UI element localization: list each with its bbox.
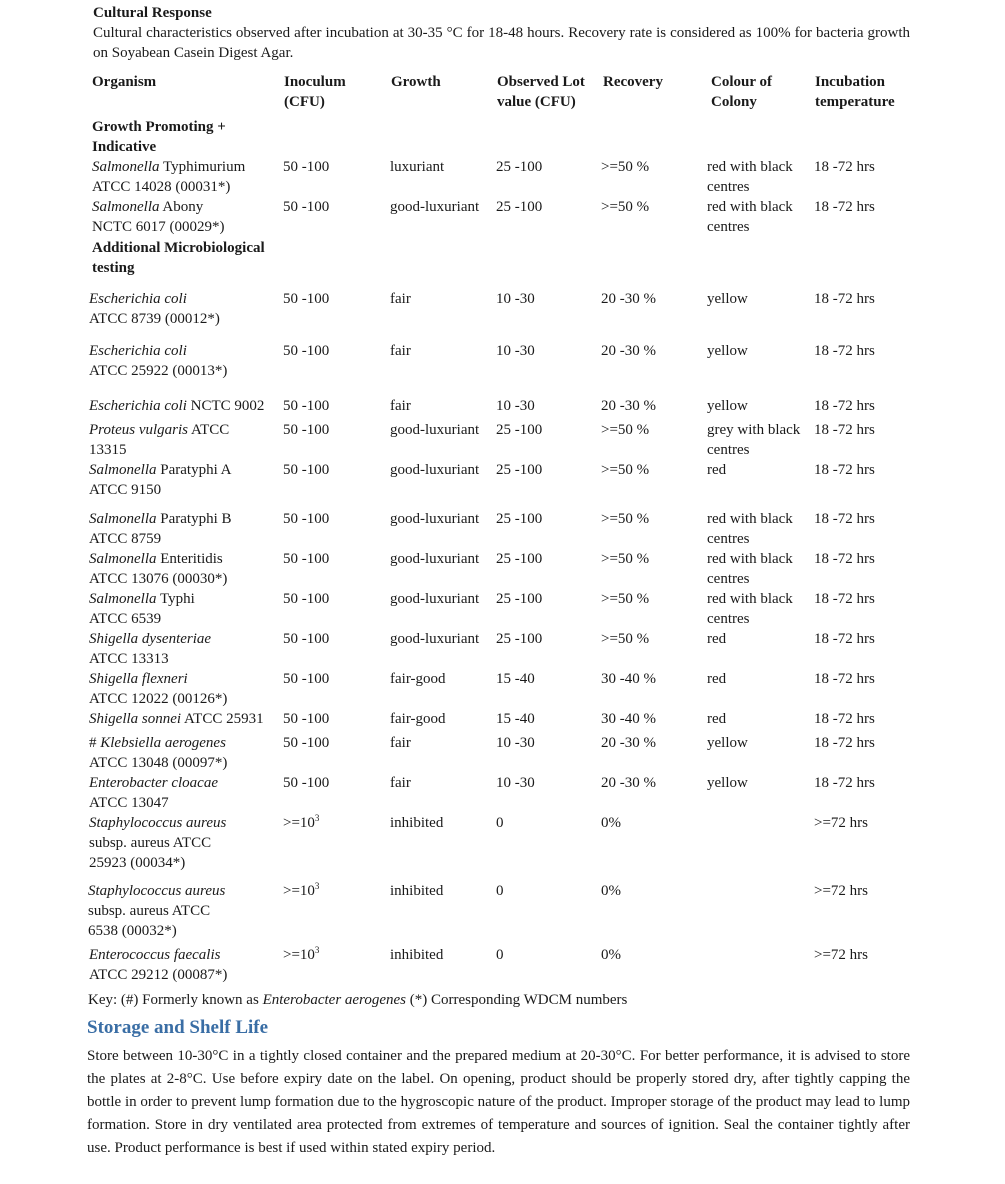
table-row-organism: Shigella flexneri ATCC 12022 (00126*) [89,671,228,707]
table-row-incubation: >=72 hrs [814,947,869,963]
table-row-colour: yellow [707,291,748,307]
table-row-inoculum: 50 -100 [283,343,330,359]
table-row-colour: red with black centres [707,511,793,547]
table-row-incubation: 18 -72 hrs [814,343,875,359]
table-row-incubation: 18 -72 hrs [814,551,875,567]
table-row-observed: 15 -40 [496,711,535,727]
table-row-observed: 25 -100 [496,591,543,607]
table-row-observed: 0 [496,947,504,963]
table-row-incubation: 18 -72 hrs [814,291,875,307]
table-row-colour: red [707,671,727,687]
table-row-growth: inhibited [390,815,444,831]
table-row-inoculum: 50 -100 [283,159,330,175]
table-row-incubation: 18 -72 hrs [814,159,875,175]
table-row-incubation: 18 -72 hrs [814,735,875,751]
table-row-inoculum: 50 -100 [283,199,330,215]
table-row-growth: fair [390,398,411,414]
table-row-organism: Salmonella Typhi ATCC 6539 [89,591,195,627]
table-row-organism: Escherichia coli NCTC 9002 [89,398,265,414]
table-row-organism: Escherichia coli ATCC 25922 (00013*) [89,343,228,379]
storage-text: Store between 10-30°C in a tightly closed container and the prepared medium at 20-30°C. For better performance, it is advised to store the plates at 2-8°C. Use before expiry date on the label. On opening, product should be properly stored dry, after tightly capping the bottle in order to prevent lump formation due to the hygroscopic nature of the product. Improper storage of the product may lead to lump formation. Store in dry ventilated area protected from extremes of temperature and sources of ignition. Seal the container tightly after use. Product performance is best if used within stated expiry period. [87,1048,910,1156]
table-row-recovery: 20 -30 % [601,291,656,307]
table-row-observed: 10 -30 [496,775,535,791]
table-row-colour: red [707,631,727,647]
table-row-inoculum: 50 -100 [283,591,330,607]
table-row-inoculum: $>=10^3$ [283,813,320,831]
table-row-organism: Enterobacter cloacae ATCC 13047 [89,775,218,811]
table-row-organism: Staphylococcus aureus subsp. aureus ATCC 6538 (00032*) [88,883,226,939]
table-row-growth: good-luxuriant [390,591,480,607]
table-row-incubation: >=72 hrs [814,883,869,899]
header-colour-of-colony: Colour of Colony [711,74,772,110]
group-growth-promoting: Growth Promoting + Indicative [92,119,226,155]
table-row-growth: good-luxuriant [390,511,480,527]
table-row-colour: red with black centres [707,551,793,587]
table-row-colour: red with black centres [707,199,793,235]
table-row-recovery: >=50 % [601,422,650,438]
table-row-inoculum: 50 -100 [283,775,330,791]
table-row-organism: Salmonella Enteritidis ATCC 13076 (00030*) [89,551,228,587]
table-row-colour: yellow [707,343,748,359]
table-row-organism: Shigella sonnei ATCC 25931 [89,711,264,727]
header-organism: Organism [92,74,157,90]
storage-heading: Storage and Shelf Life [87,1017,269,1038]
header-incubation-temperature: Incubation temperature [815,74,895,110]
table-row-incubation: 18 -72 hrs [814,422,875,438]
table-row-organism: Escherichia coli ATCC 8739 (00012*) [89,291,220,327]
header-inoculum: Inoculum (CFU) [284,74,346,110]
table-row-inoculum: 50 -100 [283,462,330,478]
table-row-recovery: 0% [601,815,621,831]
table-row-recovery: >=50 % [601,551,650,567]
table-row-recovery: >=50 % [601,462,650,478]
table-row-observed: 10 -30 [496,735,535,751]
table-row-growth: good-luxuriant [390,631,480,647]
table-key [88,990,627,1010]
table-row-growth: inhibited [390,883,444,899]
table-row-recovery: 20 -30 % [601,735,656,751]
table-row-inoculum: 50 -100 [283,671,330,687]
table-row-inoculum: 50 -100 [283,735,330,751]
table-row-growth: good-luxuriant [390,462,480,478]
table-row-growth: fair-good [390,711,446,727]
table-row-observed: 25 -100 [496,462,543,478]
table-row-organism: Proteus vulgaris ATCC 13315 [89,422,230,458]
table-row-inoculum: 50 -100 [283,422,330,438]
key-italic-text: Enterobacter aerogenes [262,992,406,1008]
table-row-recovery: >=50 % [601,159,650,175]
table-row-incubation: >=72 hrs [814,815,869,831]
table-row-observed: 10 -30 [496,291,535,307]
table-row-incubation: 18 -72 hrs [814,462,875,478]
table-row-observed: 25 -100 [496,631,543,647]
table-row-inoculum: 50 -100 [283,631,330,647]
table-row-colour: yellow [707,735,748,751]
table-row-inoculum: $>=10^3$ [283,881,320,899]
table-row-incubation: 18 -72 hrs [814,631,875,647]
table-row-growth: inhibited [390,947,444,963]
key-text-2: (*) Corresponding WDCM numbers [406,992,628,1008]
table-row-recovery: >=50 % [601,511,650,527]
table-row-organism: Salmonella Abony NCTC 6017 (00029*) [92,199,225,235]
table-row-organism: Shigella dysenteriae ATCC 13313 [89,631,212,667]
table-row-observed: 25 -100 [496,199,543,215]
table-row-incubation: 18 -72 hrs [814,398,875,414]
header-recovery: Recovery [603,74,663,90]
table-row-recovery: >=50 % [601,199,650,215]
table-row-observed: 0 [496,815,504,831]
table-row-growth: good-luxuriant [390,551,480,567]
table-row-recovery: 0% [601,883,621,899]
table-row-organism: Staphylococcus aureus subsp. aureus ATCC 25923 (00034*) [89,815,227,871]
table-row-recovery: >=50 % [601,631,650,647]
table-row-inoculum: 50 -100 [283,711,330,727]
table-row-colour: red [707,711,727,727]
table-row-colour: red [707,462,727,478]
table-row-inoculum: 50 -100 [283,551,330,567]
table-row-growth: fair [390,775,411,791]
table-row-growth: good-luxuriant [390,199,480,215]
table-row-growth: fair [390,735,411,751]
table-row-observed: 25 -100 [496,159,543,175]
table-row-organism: Salmonella Typhimurium ATCC 14028 (00031*) [92,159,246,195]
table-row-growth: good-luxuriant [390,422,480,438]
group-additional-testing: Additional Microbiological testing [92,240,265,276]
table-row-incubation: 18 -72 hrs [814,671,875,687]
table-row-recovery: 20 -30 % [601,398,656,414]
header-observed-lot-value: Observed Lot value (CFU) [497,74,585,110]
table-row-incubation: 18 -72 hrs [814,511,875,527]
cultural-response-heading: Cultural Response [93,5,212,21]
table-row-recovery: 30 -40 % [601,671,656,687]
table-row-inoculum: 50 -100 [283,291,330,307]
table-row-growth: luxuriant [390,159,445,175]
table-row-observed: 15 -40 [496,671,535,687]
table-row-incubation: 18 -72 hrs [814,199,875,215]
table-row-observed: 10 -30 [496,343,535,359]
table-row-recovery: 20 -30 % [601,775,656,791]
table-row-organism: Salmonella Paratyphi B ATCC 8759 [89,511,232,547]
table-row-recovery: >=50 % [601,591,650,607]
table-row-recovery: 0% [601,947,621,963]
table-row-organism: Salmonella Paratyphi A ATCC 9150 [89,462,232,498]
table-row-incubation: 18 -72 hrs [814,591,875,607]
table-row-observed: 25 -100 [496,511,543,527]
table-row-observed: 0 [496,883,504,899]
table-row-organism: # Klebsiella aerogenes ATCC 13048 (00097*) [89,735,228,771]
table-row-recovery: 30 -40 % [601,711,656,727]
table-row-growth: fair [390,291,411,307]
table-row-inoculum: 50 -100 [283,398,330,414]
table-row-colour: yellow [707,775,748,791]
table-row-colour: grey with black centres [707,422,801,458]
table-row-colour: yellow [707,398,748,414]
table-row-growth: fair-good [390,671,446,687]
table-row-colour: red with black centres [707,591,793,627]
header-growth: Growth [391,74,441,90]
cultural-response-text: Cultural characteristics observed after incubation at 30-35 °C for 18-48 hours. Recovery rate is considered as 100% for bacteria growth on Soyabean Casein Digest Agar. [93,25,910,61]
table-row-observed: 10 -30 [496,398,535,414]
key-text: Key: (#) Formerly known as [88,992,263,1008]
table-row-growth: fair [390,343,411,359]
table-row-colour: red with black centres [707,159,793,195]
table-row-incubation: 18 -72 hrs [814,711,875,727]
table-row-observed: 25 -100 [496,422,543,438]
table-row-inoculum: 50 -100 [283,511,330,527]
table-row-inoculum: $>=10^3$ [283,945,320,963]
table-row-incubation: 18 -72 hrs [814,775,875,791]
table-row-observed: 25 -100 [496,551,543,567]
table-row-recovery: 20 -30 % [601,343,656,359]
table-row-organism: Enterococcus faecalis ATCC 29212 (00087*) [89,947,228,983]
